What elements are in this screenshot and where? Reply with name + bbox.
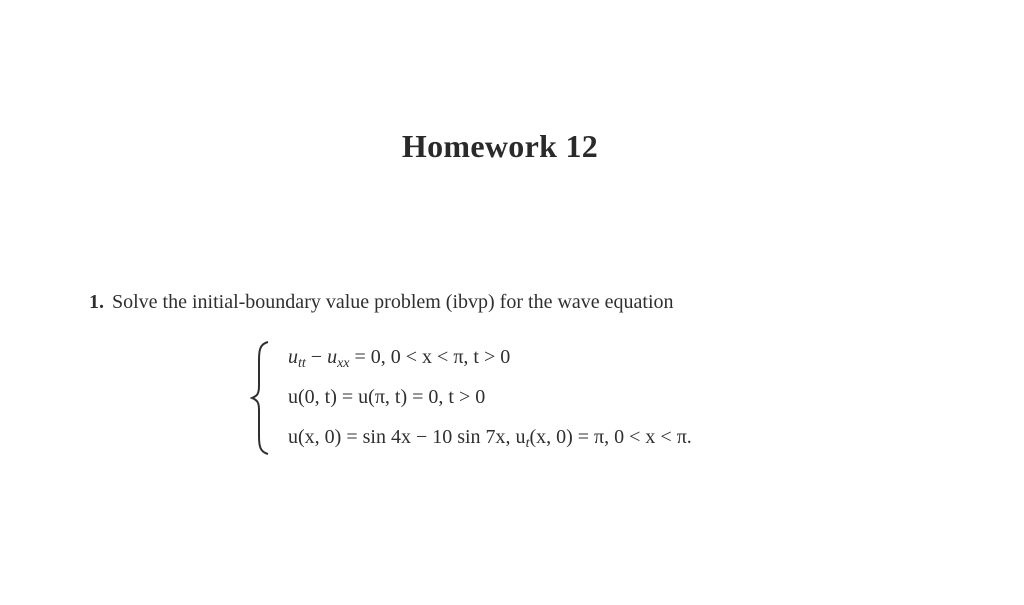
- equation-initial: [288, 426, 692, 452]
- eq3-sub-t: t: [525, 436, 530, 451]
- problem-text: Solve the initial-boundary value problem (ibvp) for the wave equation: [112, 291, 674, 313]
- eq1-rest: = 0, 0 < x < π, t > 0: [349, 346, 511, 368]
- eq1-minus: −: [305, 346, 328, 368]
- eq3-part1: u(x, 0) = sin 4x − 10 sin 7x, u: [288, 426, 526, 448]
- eq1-u2: u: [327, 346, 338, 368]
- equation-boundary: u(0, t) = u(π, t) = 0, t > 0: [288, 386, 486, 408]
- equation-wave: [288, 346, 510, 372]
- left-brace: [250, 340, 274, 456]
- page-title: Homework 12: [401, 128, 599, 164]
- eq1-sub-xx: xx: [337, 356, 350, 371]
- equation-system: [250, 340, 770, 456]
- eq1-u1: u: [288, 346, 298, 368]
- eq1-sub-tt: tt: [298, 356, 306, 371]
- eq3-part2: (x, 0) = π, 0 < x < π.: [529, 426, 692, 448]
- problem-statement: [89, 291, 674, 314]
- problem-number: 1.: [89, 291, 104, 313]
